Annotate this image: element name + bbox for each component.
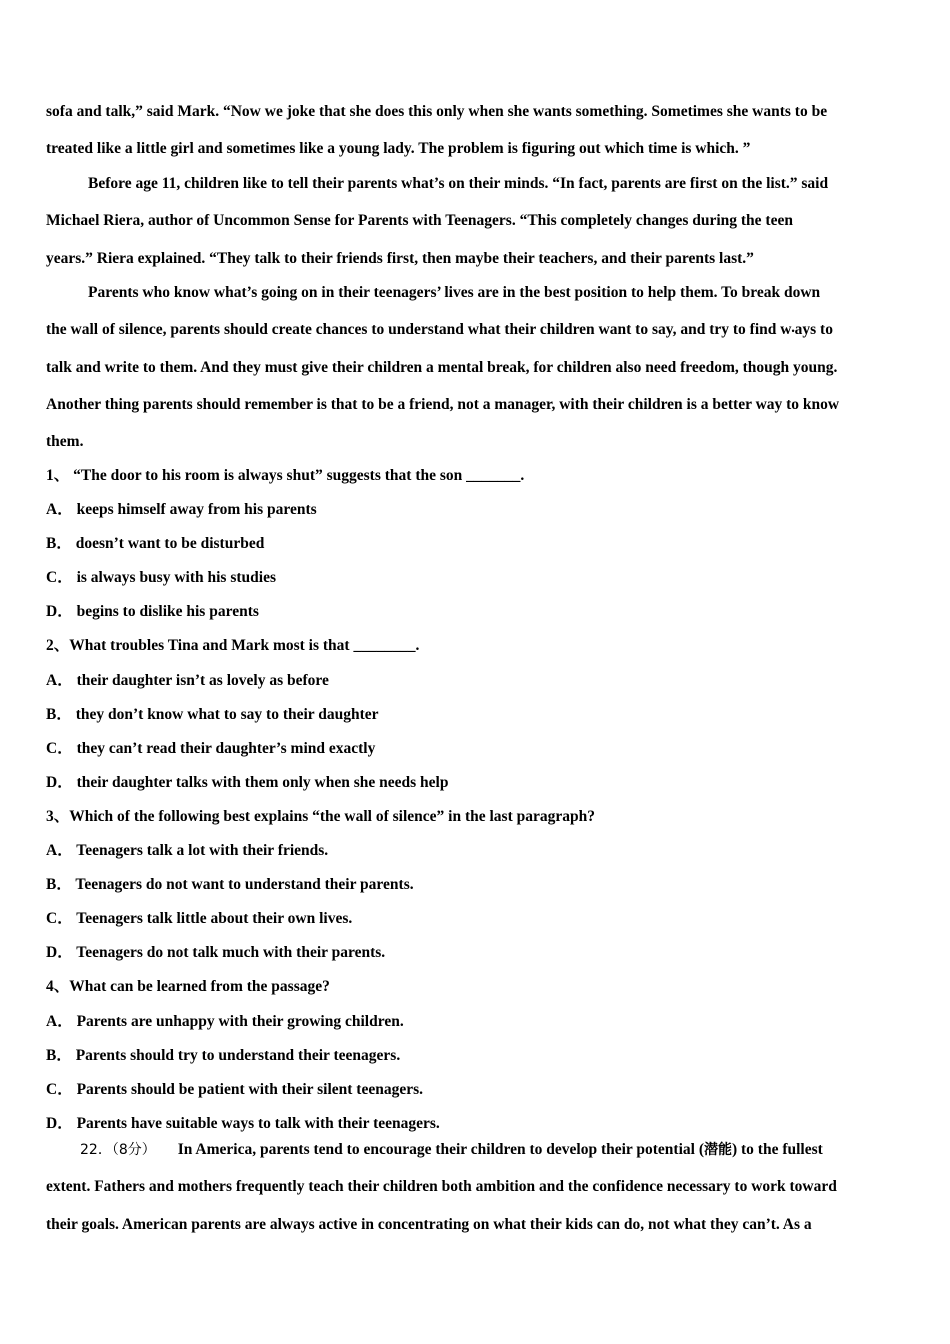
- question-stem: 2、What troubles Tina and Mark most is that ________.: [46, 637, 420, 655]
- question-option: C． Teenagers talk little about their own lives.: [46, 910, 353, 928]
- passage-line-part: the wall of silence, parents should create chances to understand what their children want to say, and try to find w: [46, 321, 792, 339]
- question-stem: 4、What can be learned from the passage?: [46, 978, 330, 996]
- passage-line: Michael Riera, author of Uncommon Sense for Parents with Teenagers. “This completely changes during the teen: [46, 212, 793, 230]
- question-option: B． Parents should try to understand their teenagers.: [46, 1046, 401, 1064]
- question-option: C． is always busy with his studies: [46, 569, 276, 587]
- passage-paragraph-3: [46, 274, 839, 460]
- passage-line-part: ays to: [794, 321, 833, 339]
- passage-continuation: [46, 93, 827, 168]
- section-text: In America, parents tend to encourage their children to develop their potential (: [177, 1141, 704, 1158]
- question-option: C． they can’t read their daughter’s mind exactly: [46, 739, 376, 757]
- small-mark: •: [791, 326, 795, 337]
- passage-line: talk and write to them. And they must give their children a mental break, for children also need freedom, though young.: [46, 358, 838, 376]
- question-option: A． Teenagers talk a lot with their friends.: [46, 842, 329, 860]
- passage-line: them.: [46, 433, 84, 451]
- passage-line: Before age 11, children like to tell their parents what’s on their minds. “In fact, parents are first on the list.” said: [88, 175, 829, 192]
- question-option: D． Teenagers do not talk much with their parents.: [46, 944, 386, 962]
- questions-block: [46, 459, 595, 1141]
- section-22-first-line: [46, 1131, 837, 1168]
- question-option: A． keeps himself away from his parents: [46, 501, 317, 519]
- passage-line: Another thing parents should remember is that to be a friend, not a manager, with their children is a better way to know: [46, 395, 840, 413]
- section-line: their goals. American parents are always active in concentrating on what their kids can do, not what they can’t. As a: [46, 1215, 812, 1233]
- passage-paragraph-2: [46, 165, 828, 277]
- question-option: B． Teenagers do not want to understand their parents.: [46, 876, 414, 894]
- question-option: B． they don’t know what to say to their daughter: [46, 705, 379, 723]
- question-option: A． their daughter isn’t as lovely as before: [46, 671, 329, 689]
- passage-line: years.” Riera explained. “They talk to their friends first, then maybe their teachers, and their parents last.”: [46, 249, 754, 267]
- question-stem: 3、Which of the following best explains “the wall of silence” in the last paragraph?: [46, 807, 595, 825]
- question-option: C． Parents should be patient with their silent teenagers.: [46, 1080, 424, 1098]
- question-option: D． Parents have suitable ways to talk with their teenagers.: [46, 1114, 440, 1132]
- passage-line: sofa and talk,” said Mark. “Now we joke that she does this only when she wants something. Sometimes she wants to be: [46, 103, 828, 120]
- section-22: [46, 1131, 837, 1243]
- passage-line: [46, 311, 839, 348]
- section-label: 22．（8分）: [80, 1142, 156, 1158]
- passage-line: treated like a little girl and sometimes like a young lady. The problem is figuring out which time is which. ”: [46, 140, 751, 158]
- question-option: D． begins to dislike his parents: [46, 603, 259, 621]
- question-option: B． doesn’t want to be disturbed: [46, 535, 265, 553]
- section-text: ) to the fullest: [731, 1141, 823, 1158]
- question-option: A． Parents are unhappy with their growing children.: [46, 1012, 404, 1030]
- question-stem: 1、 “The door to his room is always shut” suggests that the son _______.: [46, 467, 525, 484]
- passage-line: Parents who know what’s going on in their teenagers’ lives are in the best position to help them. To break down: [88, 284, 821, 301]
- section-text-cjk: 潜能: [703, 1142, 732, 1158]
- section-line: extent. Fathers and mothers frequently teach their children both ambition and the confidence necessary to work toward: [46, 1178, 837, 1196]
- question-option: D． their daughter talks with them only when she needs help: [46, 773, 449, 791]
